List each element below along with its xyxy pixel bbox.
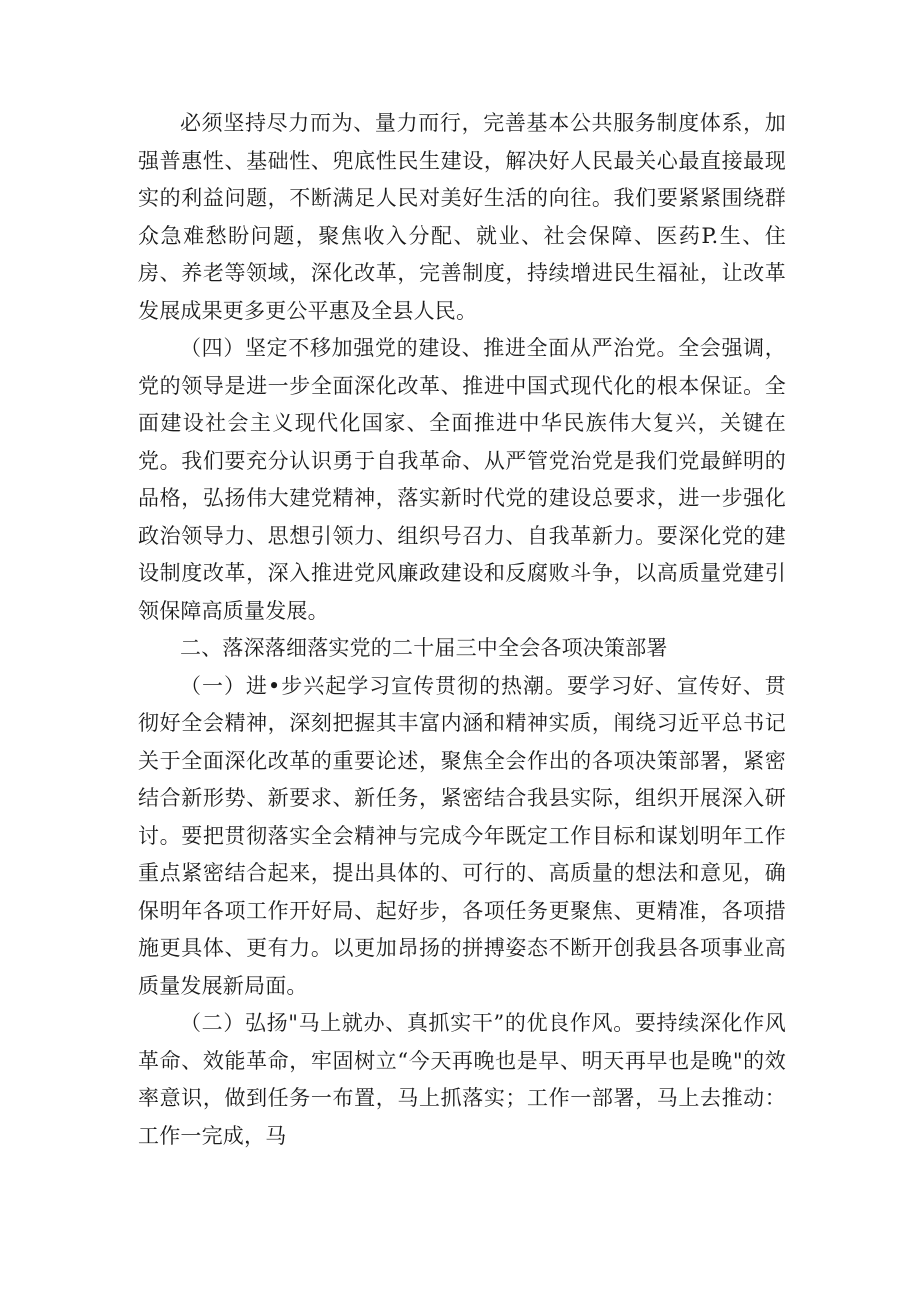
paragraph-study-campaign: （一）进•步兴起学习宣传贯彻的热潮。要学习好、宣传好、贯彻好全会精神，深刻把握其丰富内涵和精神实质，闱绕习近平总书记关于全面深化改革的重要论述，聚焦全会作出的各项决策部署，紧密结合新形势、新要求、新任务，紧密结合我县实际，组织开展深入研讨。要把贯彻落实全会精神与完成今年既定工作目标和谋划明年工作重点紧密结合起来，提出具体的、可行的、高质量的想法和意见，确保明年各项工作开好局、起好步，各项任务更聚焦、更精准，各项措施更具体、更有力。以更加昂扬的拼搏姿态不断开创我县各项事业高质量发展新局面。 <box>138 673 786 998</box>
document-body <box>138 105 786 1155</box>
paragraph-work-style: （二）弘扬"马上就办、真抓实干”的优良作风。要持续深化作风革命、效能革命，牢固树立“今天再晚也是早、明天再早也是晚"的效率意识，做到任务一布置，马上抓落实；工作一部署，马上去推动：工作一完成，马 <box>138 1011 786 1148</box>
paragraph-livelihood: 必须坚持尽力而为、量力而行，完善基本公共服务制度体系，加强普惠性、基础性、兜底性民生建设，解决好人民最关心最直接最现实的利益问题，不断满足人民对美好生活的向往。我们要紧紧围绕群众急难愁盼问题，聚焦收入分配、就业、社会保障、医药P.生、住房、养老等领域，深化改革，完善制度，持续增进民生福祉，让改革发展成果更多更公平惠及全县人民。 <box>138 111 786 323</box>
paragraph-party-building: （四）坚定不移加强党的建设、推进全面从严治党。全会强调，党的领导是进一步全面深化改革、推进中国式现代化的根本保证。全面建设社会主义现代化国家、全面推进中华民族伟大复兴，关键在党。我们要充分认识勇于自我革命、从严管党治党是我们党最鲜明的品格，弘扬伟大建党精神，落实新时代党的建设总要求，进一步强化政治领导力、思想引领力、组织号召力、自我革新力。要深化党的建设制度改革，深入推进党风廉政建设和反腐败斗争，以高质量党建引领保障高质量发展。 <box>138 336 786 623</box>
section-heading-implementation: 二、落深落细落实党的二十届三中全会各项决策部署 <box>180 636 668 660</box>
